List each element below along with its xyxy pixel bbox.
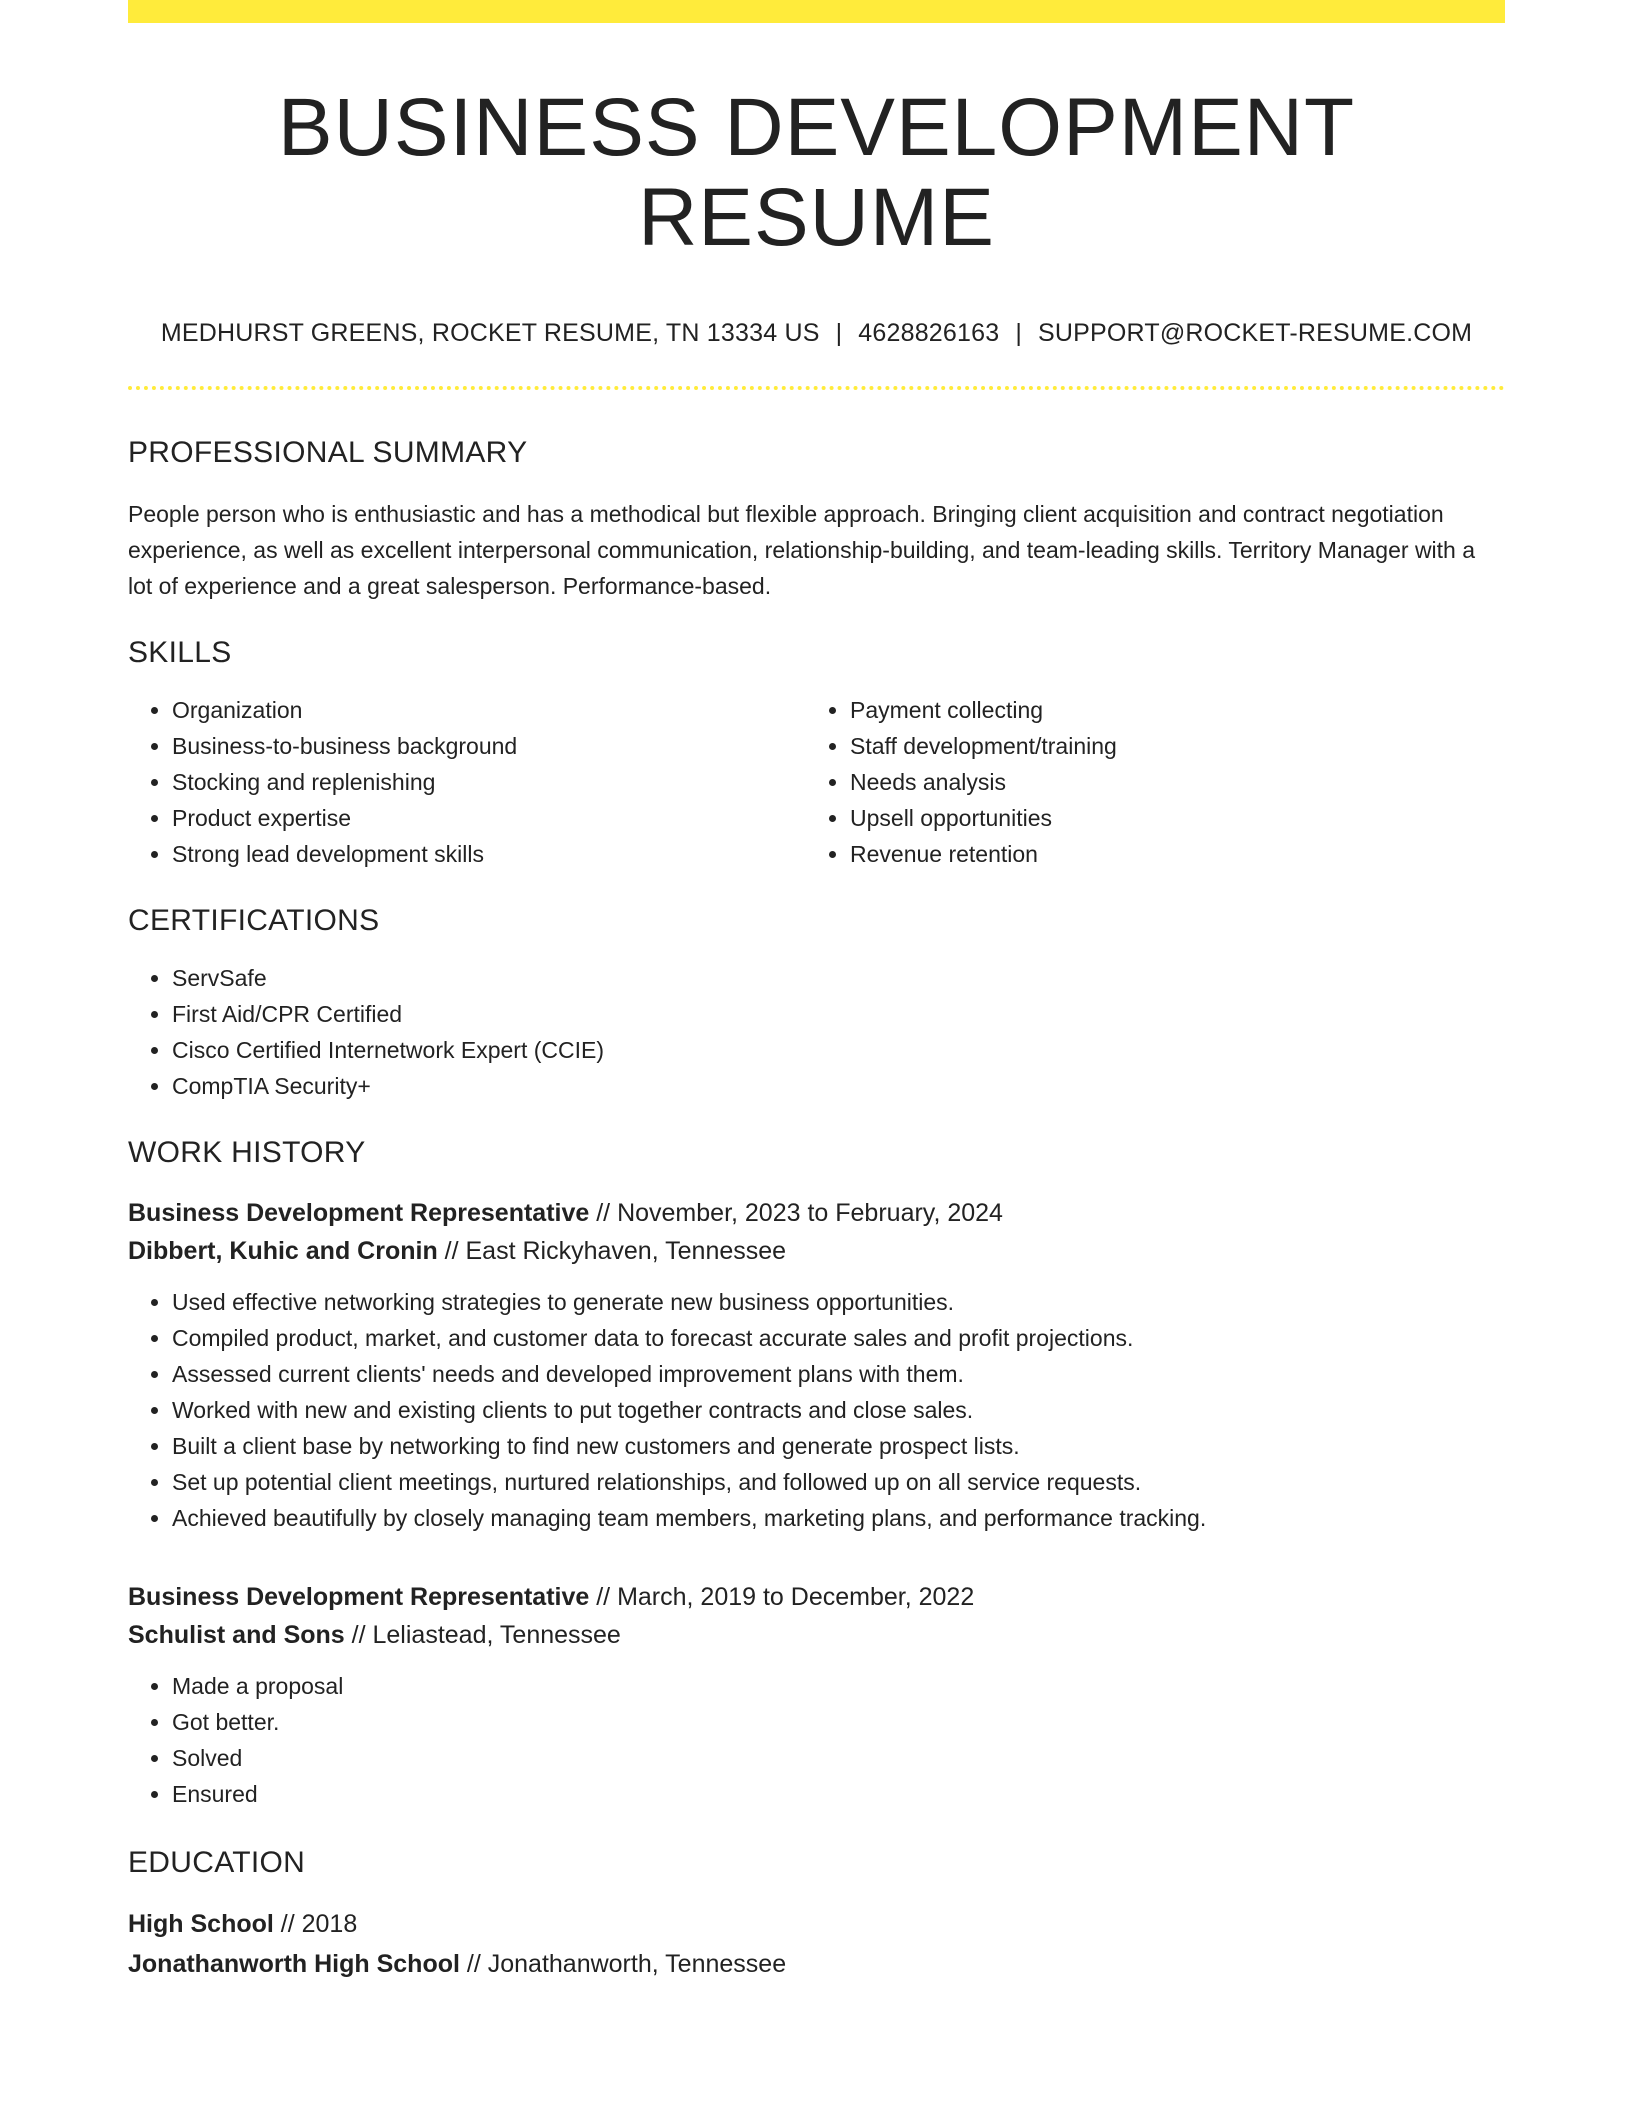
job-bullet: • Set up potential client meetings, nurtured relationships, and followed up on all service requests.: [172, 1464, 1505, 1500]
job-company-line: [128, 1616, 1505, 1654]
summary-text: People person who is enthusiastic and has a methodical but flexible approach. Bringing client acquisition and contract negotiation experience, as well as excellent interpersonal communication, relationship-building, and team-leading skills. Territory Manager with a lot of experience and a great salesperson. Performance-based.: [128, 501, 1476, 600]
skill-item: • Needs analysis: [850, 764, 1484, 800]
education-year: // 2018: [280, 1910, 358, 1939]
contact-separator: |: [835, 319, 843, 348]
job-bullet: • Achieved beautifully by closely managing team members, marketing plans, and performance tracking.: [172, 1500, 1505, 1536]
skill-item: • Business-to-business background: [172, 728, 806, 764]
job-company: Dibbert, Kuhic and Cronin: [128, 1237, 438, 1266]
certification-item: • Cisco Certified Internetwork Expert (CCIE): [172, 1032, 1505, 1068]
job-bullet: • Built a client base by networking to find new customers and generate prospect lists.: [172, 1428, 1505, 1464]
dotted-divider: [128, 386, 1505, 390]
job-role: Business Development Representative: [128, 1199, 590, 1228]
work-history-heading: WORK HISTORY: [128, 1136, 366, 1170]
job-bullet: • Compiled product, market, and customer data to forecast accurate sales and profit projections.: [172, 1320, 1505, 1356]
job-location: // Leliastead, Tennessee: [351, 1621, 621, 1650]
job-bullet: • Solved: [172, 1740, 1505, 1776]
job-bullet: • Used effective networking strategies to generate new business opportunities.: [172, 1284, 1505, 1320]
skills-grid: [128, 692, 1505, 872]
skill-item: • Payment collecting: [850, 692, 1484, 728]
summary-heading: PROFESSIONAL SUMMARY: [128, 436, 528, 470]
job-bullet: • Assessed current clients' needs and developed improvement plans with them.: [172, 1356, 1505, 1392]
skill-item: • Product expertise: [172, 800, 806, 836]
job-bullet: • Made a proposal: [172, 1668, 1505, 1704]
job-bullet: • Got better.: [172, 1704, 1505, 1740]
education-degree-line: [128, 1904, 1505, 1944]
skill-item: • Strong lead development skills: [172, 836, 806, 872]
contact-address: MEDHURST GREENS, ROCKET RESUME, TN 13334 US: [160, 319, 820, 348]
job-role-line: [128, 1194, 1505, 1232]
resume-title: BUSINESS DEVELOPMENT RESUME: [277, 82, 1356, 264]
education-location: // Jonathanworth, Tennessee: [466, 1950, 787, 1979]
education-degree: High School: [128, 1910, 274, 1939]
job-location: // East Rickyhaven, Tennessee: [444, 1237, 787, 1266]
certifications-list: [128, 960, 1505, 1104]
education-heading: EDUCATION: [128, 1846, 306, 1880]
job-bullets: [128, 1284, 1505, 1536]
education-entry: [128, 1904, 1505, 1984]
certifications-heading: CERTIFICATIONS: [128, 904, 380, 938]
skills-list-left: [128, 692, 806, 872]
certification-item: • CompTIA Security+: [172, 1068, 1505, 1104]
job-dates: // November, 2023 to February, 2024: [596, 1199, 1003, 1228]
certification-item: • First Aid/CPR Certified: [172, 996, 1505, 1032]
contact-separator: |: [1015, 319, 1023, 348]
job-dates: // March, 2019 to December, 2022: [596, 1583, 975, 1612]
contact-line: [128, 319, 1505, 348]
education-school-line: [128, 1944, 1505, 1984]
resume-page: [128, 0, 1505, 1984]
skill-item: • Revenue retention: [850, 836, 1484, 872]
job-role-line: [128, 1578, 1505, 1616]
skill-item: • Stocking and replenishing: [172, 764, 806, 800]
skill-item: • Organization: [172, 692, 806, 728]
skills-list-right: [806, 692, 1484, 872]
accent-top-bar: [128, 0, 1505, 23]
contact-phone: 4628826163: [858, 319, 1000, 348]
education-school: Jonathanworth High School: [128, 1950, 460, 1979]
certification-item: • ServSafe: [172, 960, 1505, 996]
skill-item: • Staff development/training: [850, 728, 1484, 764]
job-bullet: • Worked with new and existing clients to put together contracts and close sales.: [172, 1392, 1505, 1428]
contact-email: SUPPORT@ROCKET-RESUME.COM: [1038, 319, 1473, 348]
job-role: Business Development Representative: [128, 1583, 590, 1612]
job-company-line: [128, 1232, 1505, 1270]
skills-heading: SKILLS: [128, 636, 232, 670]
skill-item: • Upsell opportunities: [850, 800, 1484, 836]
job-bullets: [128, 1668, 1505, 1812]
job-bullet: • Ensured: [172, 1776, 1505, 1812]
job-company: Schulist and Sons: [128, 1621, 345, 1650]
